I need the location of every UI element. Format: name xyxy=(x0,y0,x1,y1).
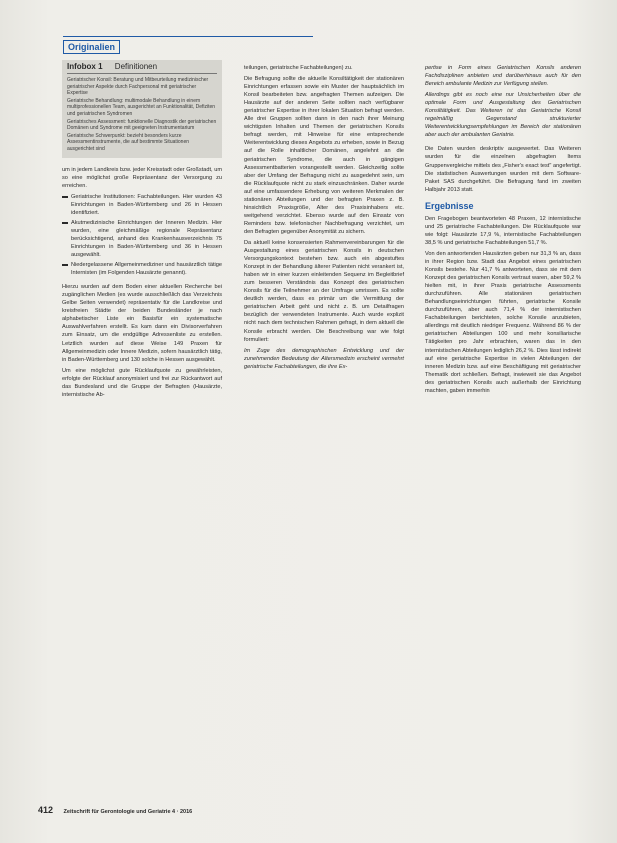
col3-paragraph: Den Fragebogen beantworteten 48 Praxen, 12 internistische und 25 geriatrische Fachabteilungen. Die Rücklaufquote war wie folgt: Hausärzte 17,9 %, internistische Fachabteilungen 38,5 % und geriatrische Fachabteilungen 51,7 %. xyxy=(425,215,581,246)
col3-paragraph: Die Daten wurden deskriptiv ausgewertet. Das Weiteren wurden für die einzelnen abgefragten Items Gruppenvergleiche mittels des „Fisher's exact test" angefertigt. Die statistischen Auswertungen wurden mit dem Software-Paket SAS durchgeführt. Die Befragung fand im zweiten Halbjahr 2013 statt. xyxy=(425,146,581,193)
list-item: Akutmedizinische Einrichtungen der Inneren Medizin. Hier wurden, eine gleichmäßige regionale Repräsentanz berücksichtigend, anhand des Krankenhausverzeichnis 75 Einrichtungen in Baden-Württemberg und 36 in Hessen ausgewählt. xyxy=(62,219,222,259)
col1-intro: um in jedem Landkreis bzw. jeder Kreisstadt oder Großstadt, um so eine möglichst große Repräsentanz der Versorgung zu erreichen. xyxy=(62,166,222,189)
col3-quote: Allerdings gibt es noch eine nur Unsicherheiten über die optimale Form und Ausgestaltung des Geriatrischen Konsiltätigkeit. Das Weiteren ist das Geriatrische Konsil regelmäßig Gegenstand strukturierter Weiterentwicklungsempfehlungen im Bereich der stationären aber auch der ambulanten Geriatrie. xyxy=(425,92,581,139)
col2-paragraph: Die Befragung sollte die aktuelle Konsiltätigkeit der stationären Einrichtungen erfassen sowie ein Muster der hauptsächlich im Konsil bearbeiteten bzw. angefragten Themen aufzeigen. Die Hausärzte auf der anderen Seite sollten nach verfügbarer geriatrischer Expertise in ihrer lokalen Situation befragt werden. Alle drei Gruppen sollten dann in den nach ihrer Meinung wichtigsten Inhalten und Themen der geriatrischen Konsils befragt werden, mit Hinweise für eine entsprechende Weiterentwicklung dieses Angebots zu erheben, sowie in Bezug auf die Rolle inhaltlicher Domänen, angelehnt an die geriatrischen Syndrome, die auch in gängigen Assessmentbatterien vorangestellt werden. Gleichzeitig sollte aber der Umfang der Befragung nicht zu ausgedehnt sein, um die Rücklaufquote nicht zu stark einzuschränken. Daher wurde auf eine umfassendere Erhebung von weiteren Merkmalen der stationären Abteilungen und der befragten Praxen z. B. hinsichtlich Praxisgröße, Alter des Praxisinhabers etc. weitgehend verzichtet. Ebenso wurde auf den Einsatz von Reminders bzw. telefonischer Nachbefragung verzichtet, um den Befragten gegenüber Anonymität zu sichern. xyxy=(244,76,404,235)
col3-quote: pertise in Form eines Geriatrischen Konsils anderen Fachdisziplinen anbieten und darüberhinaus auch für den Bereich ambulante Medizin zur Verfügung stellen. xyxy=(425,65,581,88)
infobox xyxy=(62,60,222,158)
list-item: Niedergelassene Allgemeinmediziner und hausärztlich tätige Internisten (im Folgenden Hausärzte genannt). xyxy=(62,261,222,277)
section-label: Originalien xyxy=(63,40,120,54)
infobox-line: Geriatrische Behandlung: multimodale Behandlung in einem multiprofessionellen Team, ausgerichtet an Funktionalität, Defiziten und geriatrischen Syndromen xyxy=(67,97,216,118)
list-item: Geriatrische Institutionen: Fachabteilungen. Hier wurden 43 Einrichtungen in Baden-Württemberg und 26 in Hessen identifiziert. xyxy=(62,193,222,217)
infobox-label: Infobox 1 xyxy=(67,62,103,71)
journal-name: Zeitschrift für Gerontologie und Geriatrie 4 · 2016 xyxy=(63,809,193,815)
section-tag xyxy=(63,36,313,55)
col1-paragraph: Um eine möglichst gute Rücklaufquote zu gewährleisten, erfolgte der Rücklauf anonymisiert und frei zur Rückantwort auf das Bundesland und die Gruppe der Befragten (Hausärzte, internistische Ab- xyxy=(62,367,222,398)
column-1 xyxy=(62,60,222,402)
infobox-title: Definitionen xyxy=(114,62,158,71)
col3-paragraph: Von den antwortenden Hausärzten geben nur 31,3 % an, dass in ihrer Region bzw. Stadt das Angebot eines geriatrischen Konsils bestehe. Nur 41,7 % antworteten, dass sie mit dem Konzept des geriatrischen Konsils vertraut waren, aber 59,2 % hielten mit, in ihrer Praxis geriatrische Assessments durchzuführen. Alle stationären geriatrischen Behandlungseinrichtungen führten, geriatrische Konsile durchzuführen, aber auch 71,4 % der internistischen Fachabteilungen berichteten, solche Konsile anzubieten, allerdings mit deutlich niedriger Frequenz. Während 86 % der geriatrischen Abteilungen 100 und mehr konsiliarische Tätigkeiten pro Jahr erbrachten, waren das in den internistischen Abteilungen lediglich 26,2 %. Dies lässt indirekt auf eine geriatrische Expertise in vielen Abteilungen der inneren Medizin bzw. auf eine Beschäftigung mit geriatrischer Thematik dort schließen. Befragt, inwieweit sie das Angebot des geriatrischen Konsils auch außerhalb der Einrichtung machten, gaben immerhin xyxy=(425,250,581,394)
page-number: 412 xyxy=(38,805,54,815)
col2-paragraph: Da aktuell keine konsensierten Rahmenvereinbarungen für die Ausgestaltung eines geriatrischen Konsils in deutschen Versorgungskontext bestehen bzw. auch ein abgestuftes Konzept in der Behandlung älterer Patienten nicht verankert ist, haben wir in einer kurzen einleitenden Sequenz im Begleitbrief zum besseren Verständnis das Konzept des geriatrischen Konsils für die Teilnehmer an der Umfrage umrissen. Es sollte deutlich werden, dass es primär um die Vermittlung der geriatrischen Arbeit geht und nicht z. B. um Detailfragen bezüglich der verwendeten Instrumente. Auch wurde explizit nicht nach dem technischen Rahmen gefragt, in dem aktuell die Konsile erbracht werden. Die Beschreibung war wie folgt formuliert: xyxy=(244,239,404,343)
column-2 xyxy=(244,64,404,374)
infobox-line: Geriatrische Schwerpunkt: bezieht besonders kurze Assessmentinstrumente, die auf bestimmte Situationen ausgerichtet sind xyxy=(67,132,190,152)
infobox-line: Geriatrisches Assessment: funktionelle Diagnostik der geriatrischen Domänen und Syndrome mit geeigneten Instrumentarium xyxy=(67,118,217,132)
col2-paragraph: teilungen, geriatrische Fachabteilungen) zu. xyxy=(244,65,353,71)
infobox-header xyxy=(67,63,217,74)
page-footer xyxy=(38,805,192,815)
col2-quote: Im Zuge des demographischen Entwicklung und der zunehmenden Bedeutung der Altersmedizin erscheint vermehrt geriatrische Fachabteilungen, die ihre Ex- xyxy=(244,347,404,370)
section-heading: Ergebnisse xyxy=(425,200,474,211)
column-3 xyxy=(425,64,581,398)
infobox-line: Geriatrischer Konsil: Beratung und Mitbeurteilung medizinischer geriatrischer Aspekte durch Fachpersonal mit geriatrischer Expertise xyxy=(67,77,209,97)
col1-paragraph: Hierzu wurden auf dem Boden einer aktuellen Recherche bei zugänglichen Medien (es wurde ausschließlich das Verzeichnis Gelbe Seiten verwendet) repräsentativ für die Landkreise und kreisfreien Städte der beiden Bundesländer je nach alphabetischer Liste ein Basisfür ein systematische Auswahlverfahren erstellt. Es kam dann ein Divisorverfahren zum Einsatz, um die endgültige Adressenliste zu erstellen. Letztlich wurden auf diese Weise 149 Praxen für Allgemeinmedizin oder Innere Medizin, sofern hausärztlich tätig, in Baden-Württemberg und 130 solche in Hessen ausgewählt. xyxy=(62,284,222,363)
